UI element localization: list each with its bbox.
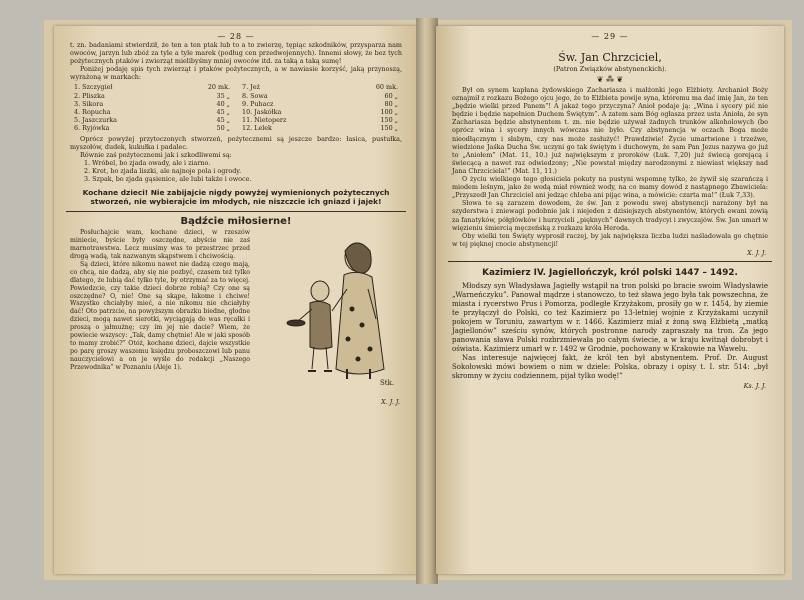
animal-item (242, 124, 398, 132)
left-intro (70, 41, 402, 81)
ornament-icon: ❦ ⁂ ❦ (596, 75, 624, 84)
animal-value: 150 „ (380, 116, 398, 125)
article-paragraph: Oby wielki ten Święty wyprosił raczej, by jak największa liczba ludzi naśladowała go chętnie w tej pięknej cnocie abstynencji! (452, 231, 768, 248)
king-paragraph: Młodszy syn Władysława Jagiełły wstąpił na tron polski po bracie swoim Władysławie „Warneńczyku”. Panował mądrze i stanowczo, to też sława jego była tak powszechna, że miasta i rycerstwo Prus i Pomorza, podległe Krzyżakom, prosiły go w r. 1454, by ziemie te przyłączył do Polski, co też Kazimierz po 13-letniej wojnie z Krzyżakami uczynił pokojem w Toruniu, zawartym w r. 1466. Kazimierz miał z żoną swą Elżbietą „matką Jagiellonów” sześciu synów, których postronne narody zapraszały na tron. Za jego panowania sława Polski rozbrzmiewała po całym świecie, a w kraju kwitnął dobrobyt i oświata. Kazimierz umarł w r. 1492 w Grodnie, pochowany w Krakowie na Wawelu. (452, 281, 768, 353)
animal-name: 5. Jaszczurka (74, 116, 117, 125)
animal-name: 12. Lelek (242, 124, 272, 133)
mixed-item: 3. Szpak, bo zjada gąsienice, ale lubi także i owoce. (84, 175, 252, 184)
animal-item (242, 92, 398, 100)
animal-name: 1. Szczygieł (74, 83, 113, 92)
left-middle (70, 135, 402, 184)
intro-paragraph-3: Oprócz powyżej przytoczonych stworzeń, pożytecznemi są jeszcze bardzo: łasica, pustułka, myszołów, dudek, kukułka i padalec. (70, 134, 402, 151)
illustration-signature: Stk. (380, 379, 395, 388)
animal-item (74, 92, 230, 100)
king-signature: Ks. J. J. (743, 381, 766, 390)
animal-value: 40 „ (216, 99, 230, 108)
left-page (54, 26, 418, 574)
animal-value: 100 „ (380, 108, 398, 117)
animal-item (242, 108, 398, 116)
book-spine (416, 18, 438, 584)
story-text (70, 229, 250, 371)
animal-name: 8. Sowa (242, 91, 268, 100)
intro-paragraph-2: Poniżej podaję spis tych zwierząt i ptaków pożytecznych, a w nawiasie korzyść, jaką przynoszą, wyrażoną w markach: (70, 65, 402, 82)
article-subtitle: (Patron Związków abstynenckich). (553, 65, 667, 73)
animal-name: 4. Ropucha (74, 108, 111, 117)
article-signature: X. J. J. (747, 248, 766, 257)
animal-item (242, 116, 398, 124)
animal-value: 60 mk. (375, 83, 398, 92)
animal-item (242, 100, 398, 108)
article-paragraph: Był on synem kapłana żydowskiego Zachariasza i małżonki jego Elżbiety. Archanioł Boży oznajmił z rozkazu Bożego ojcu jego, że to Elżbieta powije syna, któremu ma dać imię Jan, że ten „będzie wielki przed Panem”! A jakaż tego przyczyna? Anioł podaje ją: „Wina i sycery pić nie będzie i będzie napełnion Duchem Świętym”. A zatem sam Bóg ogłasza przez usta Anioła, że syn Zachariasza będzie abstynentem t. zn. nie będzie używał żadnych trunków alkoholowych (bo oprócz wina i sycery innych wówczas nie było. Czy abstynencja w oczach Boga może nieodłącznym i słabym, czy nas może zasłużyć! Prawdziwie! Życie umartwione i trzeźwe, wiedzione Jaśka Ducha Św. uczyni go tak świętym i duchowym, że sam Pan Jezus nazywa go już to „Aniołem” (Mat. 11, 10.) już największym z proroków (Łuk. 7,20) już świecą gorejącą i świecącą a nawet raz odwiedzony; „Nie powstał między narodzonymi z niewiast większy nad Jana Chrzciciela!” (Mat. 11, 11.) (452, 86, 768, 175)
king-paragraph: Nas interesuje najwięcej fakt, że król ten był abstynentem. Prof. Dr. August Sokołowski mówi bowiem o nim w dziele: Polska, obrazy i opisy t. I. str. 514: „był skromny w życiu codziennem, pijał tylko wodę!” (452, 353, 768, 380)
mixed-item: 1. Wróbel, bo zjada owady, ale i ziarno. (84, 158, 211, 167)
animal-item (74, 108, 230, 116)
divider (66, 211, 406, 212)
animal-name: 10. Jaskółka (242, 108, 282, 117)
animal-value: 80 „ (384, 99, 398, 108)
story-title: Bądźcie miłosierne! (180, 216, 292, 228)
story-paragraph: Są dzieci, które nikomu nawet nie dadzą czego mają, co chcą, nie dadzą, aby się nie pozbyć, czasem też tylko dlatego, że lubią dać tylko tyle, by otrzymać za to więcej. Powiedzcie, czy takie dzieci dobrze robią? Czy one są oszczędne? O, nie! One są skąpe, łakome i chciwe! Wszystko chciałyby mieć, a nie nikomu nie chciałyby dać! Oto patrzcie, na powyższym obrazku biedne, głodne dzieci, mogą nawet sierotki, wyciągają do was ręcałki i proszą o jałmużnę; czy im jej nie dacie? Wiem, że powiecie wszyscy: „Tak, damy chętnie! Ale w jaki sposób to mamy zrobić?” Otóż, kochane dzieci, dajcie wszystkie po parę groszy waszemu księdzu proboszczowi lub panu nauczycielowi a on je wyśle do redakcji „Naszego Przewodnika” w Poznaniu (Aleje 1). (70, 260, 250, 371)
animal-list (74, 83, 398, 132)
article-paragraph: Słowa te są zarazem dowodem, że św. Jan z powodu swej abstynencji narażony był na szyderstwa i zniewagi podobnie jak i niejeden z dzisiejszych abstynentów, których ewani zowią za fanatyków, półgłówków i hurzycieli „pięknych” dawnych tradycyi i zwyczajów. Św. Jan umarł w więzieniu śmiercią męczeńską z rozkazu króla Heroda. (452, 199, 768, 232)
mixed-list (84, 159, 402, 183)
animal-name: 2. Pliszka (74, 91, 105, 100)
animal-name: 11. Nietoperz (242, 116, 287, 125)
right-page (436, 26, 784, 574)
intro-paragraph: t. zn. badaniami stwierdził, że ten a ten ptak lub to a to zwierzę, tępiąc szkodników, przysparza nam owoców, jarzyn lub zbóż za tyle a tyle marek (podług cen przedwojennych). Innemi słowy, że bez tych pożytecznych ptaków i zwierząt mielibyśmy mniej owoców itd. za taką a taką sumę! (70, 41, 402, 66)
children-illustration (252, 229, 402, 389)
animal-name: 9. Puhacz (242, 99, 274, 108)
open-book (18, 14, 788, 586)
story-paragraph: Posłuchajcie wam, kochane dzieci, w rzeszów miniecie, byście były oszczędne, abyście nie zaś marnotrawstwa. Lecz musimy was to przestrzec przed drogą wadą, tak nazwanym skąpstwem i chciwością. (70, 229, 250, 260)
animal-value: 150 „ (380, 124, 398, 133)
divider (448, 261, 772, 262)
animal-value: 45 „ (216, 108, 230, 117)
story-section (70, 229, 402, 397)
mixed-item: 2. Kret, bo zjada liszki, ale najnoje pola i ogrody. (84, 167, 242, 176)
animal-item (74, 124, 230, 132)
animal-name: 6. Ryjówka (74, 124, 110, 133)
animal-item (74, 100, 230, 108)
animal-item (74, 116, 230, 124)
king-body (452, 282, 768, 381)
article-body (452, 86, 768, 248)
article-paragraph: O życiu wielkiego tego głosiciela pokuty na pustyni wspomnę tylko, że żywił się szarańczą i miodem leśnym, jako że wodą miał również wody, na co mamy dowód z nastąpnego Zbawiciela: „Przyszedł Jan Chrzciciel ani jedząc chleba ani pijąc wina, a mówicie: czarta ma!” (Łuk 7,33). (452, 175, 768, 200)
animal-item (74, 83, 230, 91)
animal-value: 45 „ (216, 116, 230, 125)
animal-value: 50 „ (216, 124, 230, 133)
animal-name: 7. Jeż (242, 83, 260, 92)
animal-name: 3. Sikora (74, 99, 104, 108)
appeal-text: Kochane dzieci! Nie zabijajcie nigdy powyżej wymienionych pożytecznych stworzeń, nie wybierajcie im młodych, nie niszczcie ich gniazd i jajek! (82, 188, 390, 207)
animal-value: 35 „ (216, 91, 230, 100)
animal-value: 60 „ (384, 91, 398, 100)
king-title: Kazimierz IV. Jagiellończyk, król polski 1447 – 1492. (482, 267, 738, 278)
intro-paragraph-4: Równie zaś pożytecznemi jak i szkodliwemi są: (80, 150, 232, 159)
animal-item (242, 83, 398, 91)
story-signature: X. J. J. (381, 398, 400, 407)
animal-value: 20 mk. (207, 83, 230, 92)
article-title: Św. Jan Chrzciciel, (558, 51, 662, 64)
page-number-right: — 29 — (591, 32, 629, 41)
page-number-left: — 28 — (217, 32, 255, 41)
